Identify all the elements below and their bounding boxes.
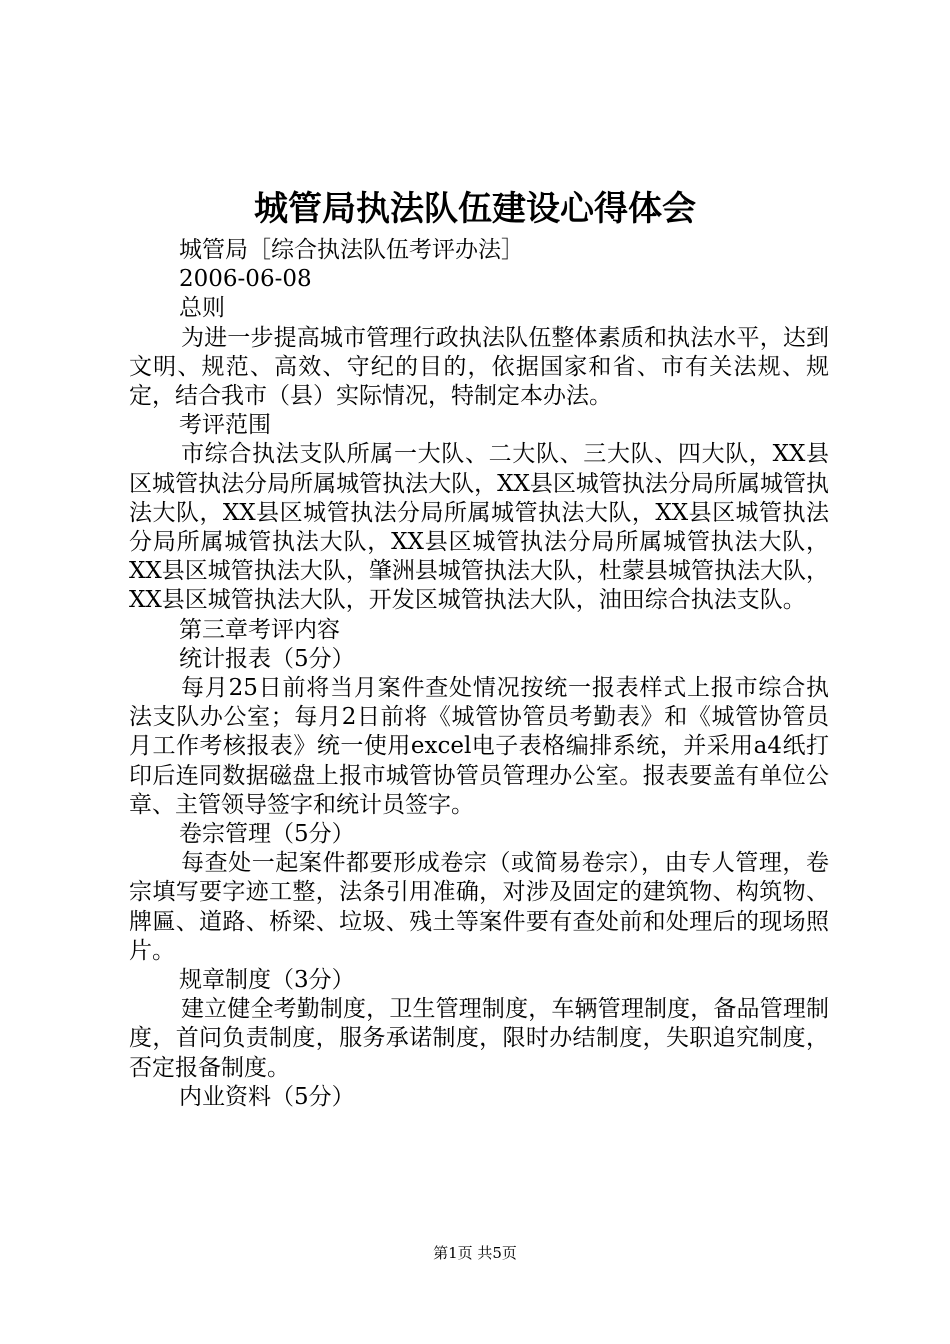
section-heading: 总则 [179, 295, 225, 322]
page-footer: 第1页 共5页 [433, 1244, 517, 1262]
section-heading: 考评范围 [179, 412, 271, 439]
body-paragraph: 每月25日前将当月案件查处情况按统一报表样式上报市综合执法支队办公室；每月2日前将《城管协管员考勤表》和《城管协管员月工作考核报表》统一使用excel电子表格编排系统，并采用a4纸打印后连同数据磁盘上报市城管协管员管理办公室。报表要盖有单位公章、主管领导签字和统计员签字。 [129, 675, 829, 818]
section-heading: 统计报表（5分） [179, 645, 355, 672]
body-paragraph: 建立健全考勤制度，卫生管理制度，车辆管理制度，备品管理制度，首问负责制度，服务承诺制度，限时办结制度，失职追究制度，否定报备制度。 [129, 996, 829, 1081]
section-heading: 城管局［综合执法队伍考评办法］ [179, 237, 524, 263]
section-heading: 规章制度（3分） [179, 967, 355, 994]
document-title: 城管局执法队伍建设心得体会 [254, 189, 696, 229]
body-paragraph: 每查处一起案件都要形成卷宗（或简易卷宗），由专人管理，卷宗填写要字迹工整，法条引用准确，对涉及固定的建筑物、构筑物、牌匾、道路、桥梁、垃圾、残土等案件要有查处前和处理后的现场照片。 [129, 850, 829, 964]
section-heading: 内业资料（5分） [179, 1083, 355, 1110]
body-paragraph: 市综合执法支队所属一大队、二大队、三大队、四大队，XX县区城管执法分局所属城管执法大队，XX县区城管执法分局所属城管执法大队，XX县区城管执法分局所属城管执法大队，XX县区城管执法分局所属城管执法大队，XX县区城管执法分局所属城管执法大队，XX县区城管执法大队，肇洲县城管执法大队，杜蒙县城管执法大队，XX县区城管执法大队，开发区城管执法大队，油田综合执法支队。 [129, 441, 829, 614]
body-paragraph: 为进一步提高城市管理行政执法队伍整体素质和执法水平，达到文明、规范、高效、守纪的目的，依据国家和省、市有关法规、规定，结合我市（县）实际情况，特制定本办法。 [129, 324, 829, 410]
section-heading: 第三章考评内容 [179, 616, 340, 643]
section-heading: 2006-06-08 [179, 266, 312, 293]
section-heading: 卷宗管理（5分） [179, 821, 355, 848]
document-body [129, 236, 829, 1112]
